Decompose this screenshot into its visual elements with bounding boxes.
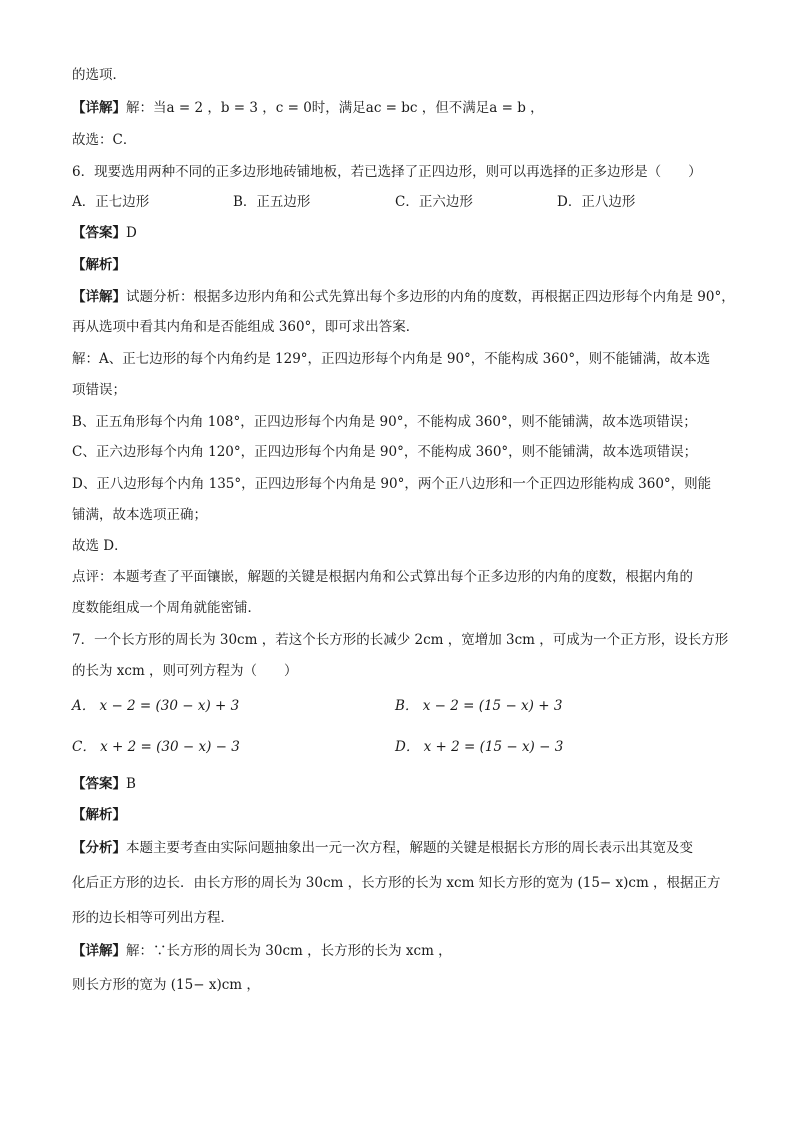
detail-line: [72, 288, 735, 306]
detail-tag: 【详解】: [72, 943, 126, 959]
analysis-line: 化后正方形的边长．由长方形的周长为 30cm ，长方形的长为 xcm 知长方形的宽为 (15− x)cm ，根据正方: [72, 875, 721, 891]
question-7: 7．一个长方形的周长为 30cm ，若这个长方形的长减少 2cm ，宽增加 3cm ，可成为一个正方形，设长方形: [72, 632, 729, 648]
text-line: D、正八边形每个内角 135°，正四边形每个内角是 90°，两个正八边形和一个正四边形能构成 360°，则能: [72, 476, 712, 492]
analysis-line: 形的边长相等可列出方程．: [72, 910, 234, 926]
analysis-tag: 【分析】: [72, 840, 126, 856]
detail-text: 解：当a = 2 ，b = 3 ，c = 0时，满足ac = bc ，但不满足a = b ，: [126, 100, 544, 116]
analysis-line: [72, 839, 693, 857]
q7-option-d: D． x + 2 = (15 − x) − 3: [395, 739, 564, 755]
text-line: 的选项．: [72, 67, 126, 83]
q6-option-b: B．正五边形: [233, 194, 311, 210]
comment-line: 点评：本题考查了平面镶嵌，解题的关键是根据内角和公式算出每个正多边形的内角的度数，根据内角的: [72, 569, 693, 585]
detail-tag: 【详解】: [72, 289, 126, 305]
q7-option-c: C． x + 2 = (30 − x) − 3: [72, 739, 240, 755]
q7-option-b: B． x − 2 = (15 − x) + 3: [395, 698, 563, 714]
question-7-cont: 的长为 xcm ，则可列方程为（ ）: [72, 663, 298, 679]
q6-option-c: C．正六边形: [395, 194, 473, 210]
text-line: 故选 D．: [72, 538, 128, 554]
detail-line: [72, 99, 544, 117]
answer-6: [72, 224, 137, 242]
answer-value: D: [126, 225, 137, 241]
answer-7: [72, 775, 136, 793]
answer-value: B: [126, 776, 136, 792]
text-line: B、正五角形每个内角 108°，正四边形每个内角是 90°，不能构成 360°，则不能铺满，故本选项错误；: [72, 414, 697, 430]
text-line: C、正六边形每个内角 120°，正四边形每个内角是 90°，不能构成 360°，则不能铺满，故本选项错误；: [72, 444, 698, 460]
choose-line: 故选：C．: [72, 132, 137, 148]
q7-option-a: A． x − 2 = (30 − x) + 3: [72, 698, 240, 714]
detail-tag: 【详解】: [72, 100, 126, 116]
analysis-text: 本题主要考查由实际问题抽象出一元一次方程，解题的关键是根据长方形的周长表示出其宽及变: [126, 840, 693, 856]
text-line: 再从选项中看其内角和是否能组成 360°，即可求出答案．: [72, 319, 420, 335]
analysis-heading-7: 【解析】: [72, 807, 126, 823]
detail-line: [72, 942, 452, 960]
text-line: 解：A、正七边形的每个内角约是 129°，正四边形每个内角是 90°，不能构成 360°，则不能铺满，故本选: [72, 351, 711, 367]
comment-line: 度数能组成一个周角就能密铺．: [72, 600, 261, 616]
analysis-heading-6: 【解析】: [72, 257, 126, 273]
text-line: 铺满，故本选项正确；: [72, 507, 207, 523]
text-line: 项错误；: [72, 382, 126, 398]
detail-line: 则长方形的宽为 (15− x)cm ，: [72, 977, 260, 993]
q6-option-a: A．正七边形: [72, 194, 150, 210]
detail-text: 试题分析：根据多边形内角和公式先算出每个多边形的内角的度数，再根据正四边形每个内角是 90°，: [126, 289, 735, 305]
q6-option-d: D．正八边形: [557, 194, 636, 210]
answer-tag: 【答案】: [72, 776, 126, 792]
answer-tag: 【答案】: [72, 225, 126, 241]
question-6: 6．现要选用两种不同的正多边形地砖铺地板，若已选择了正四边形，则可以再选择的正多边形是（ ）: [72, 164, 702, 180]
detail-text: 解：∵长方形的周长为 30cm ，长方形的长为 xcm ，: [126, 943, 452, 959]
